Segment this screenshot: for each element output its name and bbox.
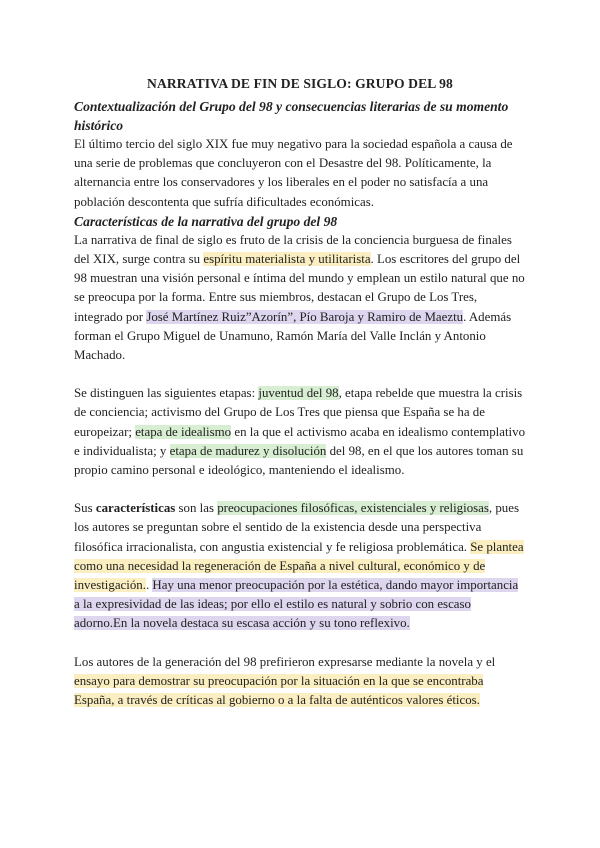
text-run: Sus (74, 501, 96, 516)
highlight-materialism: espíritu materialista y utilitarista (203, 252, 371, 267)
bold-characteristics: características (95, 501, 176, 516)
highlight-concerns: preocupaciones filosóficas, existenciales y religiosas (217, 501, 489, 516)
text-run: , pues los autores se preguntan sobre el sentido de la existencia desde una perspectiva filosófica irracionalista, con angustia existencial y fe religiosa problemática. (74, 501, 519, 554)
text-run: en la que el activismo acaba en idealismo contemplativo e individualista; y (74, 424, 526, 458)
text-run: La narrativa de final de siglo es fruto de la crisis de la conciencia burguesa de finales del XIX, surge contra su (74, 232, 512, 267)
text-run: son las (175, 501, 218, 516)
highlight-group-of-three: José Martínez Ruiz”Azorín”, Pío Baroja y Ramiro de Maeztu (146, 309, 464, 324)
paragraph-stages (74, 384, 526, 480)
text-run: Se distinguen las siguientes etapas: (74, 386, 259, 401)
document-title: NARRATIVA DE FIN DE SIGLO: GRUPO DEL 98 (147, 76, 453, 91)
highlight-stage-idealism: etapa de idealismo (135, 424, 232, 439)
paragraph-narrative-intro (74, 231, 526, 365)
text-run: Los autores de la generación del 98 prefirieron expresarse mediante la novela y el (74, 654, 496, 669)
paragraph-gap (74, 480, 526, 499)
text-run: . Los escritores del grupo del 98 muestran una visión personal e íntima del mundo y emplean un estilo natural que no se preocupa por la forma. Entre sus miembros, destacan el Grupo de Los Tres, integrado por (74, 252, 525, 324)
highlight-stage-maturity: etapa de madurez y disolución (169, 443, 327, 458)
highlight-essay: ensayo para demostrar su preocupación por la situación en la que se encontraba España, a través de críticas al gobierno o a la falta de auténticos valores éticos. (74, 673, 484, 708)
paragraph-characteristics (74, 499, 526, 633)
highlight-stage-youth: juventud del 98 (258, 386, 339, 401)
paragraph-gap (74, 365, 526, 384)
text-run: , etapa rebelde que muestra la crisis de conciencia; activismo del Grupo de Los Tres que piensa que España se ha de europeizar; (74, 386, 523, 439)
section-heading-characteristics: Características de la narrativa del grupo del 98 (74, 213, 338, 229)
text-run: . Además forman el Grupo Miguel de Unamuno, Ramón María del Valle Inclán y Antonio Machado. (74, 309, 512, 363)
text-run: del 98, en el que los autores toman su propio camino personal e ideológico, manteniendo el idealismo. (74, 443, 524, 478)
text-run: . (145, 578, 153, 593)
highlight-novel: En la novela destaca su escasa acción y su tono reflexivo. (113, 616, 410, 631)
section-heading-context: Contextualización del Grupo del 98 y consecuencias literarias de su momento histórico (74, 99, 509, 133)
highlight-style: Hay una menor preocupación por la estética, dando mayor importancia a la expresividad de las ideas; por ello el estilo es natural y sobrio con escaso adorno. (74, 578, 519, 631)
paragraph-gap (74, 634, 526, 653)
paragraph-essay (74, 653, 526, 711)
paragraph-context: El último tercio del siglo XIX fue muy negativo para la sociedad española a causa de una serie de problemas que concluyeron con el Desastre del 98. Políticamente, la alternancia entre los conservadores y los liberales en el poder no satisfacía a una población descontenta que sufría dificultades económicas. (74, 137, 513, 209)
highlight-regeneration: Se plantea como una necesidad la regeneración de España a nivel cultural, económico y de investigación. (74, 539, 524, 593)
